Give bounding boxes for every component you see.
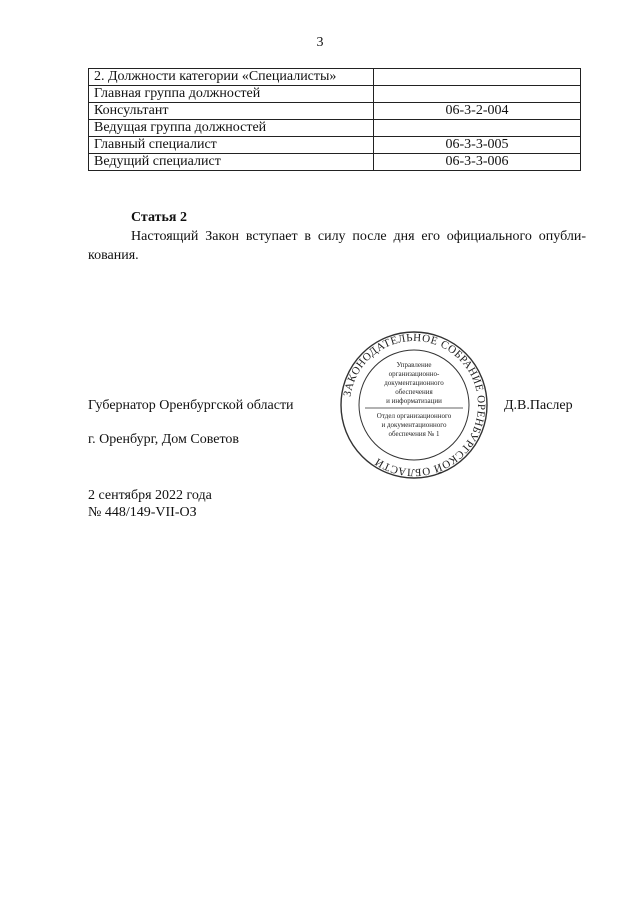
signatory-position: Губернатор Оренбургской области <box>88 398 294 413</box>
document-date: 2 сентября 2022 года <box>88 488 212 503</box>
seal-line: обеспечения № 1 <box>388 430 440 438</box>
seal-line: документационного <box>384 379 444 387</box>
table-row <box>89 154 581 171</box>
article-text: Настоящий Закон вступает в силу после дня его официального опубликования. <box>88 229 586 263</box>
official-seal <box>339 330 489 480</box>
table-row <box>89 120 581 137</box>
position-name-cell: Ведущая группа должностей <box>89 120 374 137</box>
position-code-cell: 06-3-3-005 <box>374 137 581 154</box>
signatory-name: Д.В.Паслер <box>504 398 573 413</box>
table-row <box>89 69 581 86</box>
table-row <box>89 86 581 103</box>
position-code-cell <box>374 69 581 86</box>
position-code-cell: 06-3-2-004 <box>374 103 581 120</box>
seal-line: Управление <box>396 361 432 369</box>
page-number: 3 <box>316 35 324 50</box>
document-number: № 448/149-VII-ОЗ <box>88 505 197 520</box>
seal-line: и документационного <box>381 421 447 429</box>
table-row <box>89 103 581 120</box>
position-code-cell: 06-3-3-006 <box>374 154 581 171</box>
seal-line: организационно- <box>388 370 440 378</box>
position-name-cell: Главный специалист <box>89 137 374 154</box>
seal-line: обеспечения <box>395 388 433 396</box>
signing-place: г. Оренбург, Дом Советов <box>88 432 239 447</box>
table-row <box>89 137 581 154</box>
positions-table <box>88 68 581 171</box>
seal-line: Отдел организационного <box>376 412 452 420</box>
position-name-cell: 2. Должности категории «Специалисты» <box>89 69 374 86</box>
seal-line: и информатизации <box>386 397 442 405</box>
seal-outer-text: ЗАКОНОДАТЕЛЬНОЕ СОБРАНИЕ ОРЕНБУРГСКОЙ ОБЛАСТИ <box>341 331 488 479</box>
position-name-cell: Главная группа должностей <box>89 86 374 103</box>
position-name-cell: Консультант <box>89 103 374 120</box>
article-title: Статья 2 <box>131 210 187 225</box>
position-code-cell <box>374 86 581 103</box>
position-code-cell <box>374 120 581 137</box>
position-name-cell: Ведущий специалист <box>89 154 374 171</box>
